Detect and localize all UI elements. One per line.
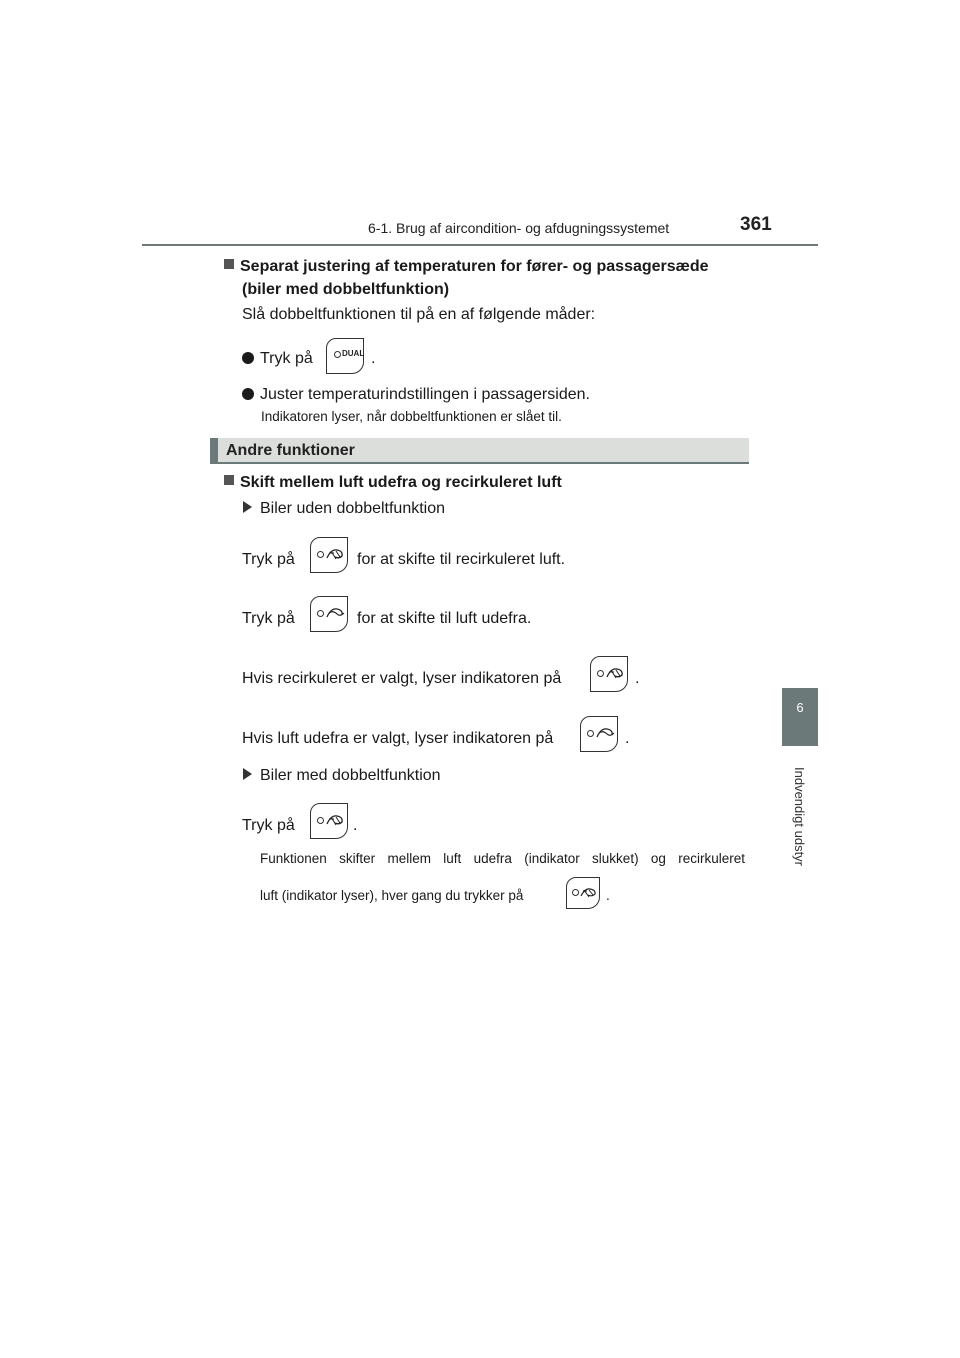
outside-air-icon — [595, 726, 617, 740]
indicator-icon — [317, 551, 324, 558]
instruction-dual-prefix: Tryk på — [242, 817, 295, 834]
section-bar-title: Andre funktioner — [226, 442, 355, 459]
chapter-number: 6 — [796, 700, 804, 715]
header-section-title: 6-1. Brug af aircondition- og afdugningssystemet — [368, 220, 670, 236]
air-note-suffix: . — [606, 888, 610, 903]
recirculate-indicator-button[interactable] — [590, 656, 628, 692]
separate-note: Indikatoren lyser, når dobbeltfunktionen er slået til. — [261, 409, 562, 424]
bullet-text: Juster temperaturindstillingen i passagersiden. — [260, 386, 590, 403]
recirc-indicator-text: Hvis recirkuleret er valgt, lyser indikatoren på — [242, 670, 562, 687]
dual-button[interactable] — [326, 338, 364, 374]
instruction-recirc-suffix: for at skifte til recirkuleret luft. — [357, 551, 566, 568]
air-heading — [224, 471, 562, 495]
indicator-icon — [334, 351, 341, 358]
indicator-icon — [317, 817, 324, 824]
separate-heading — [224, 255, 754, 279]
arrow-icon — [243, 768, 252, 780]
page-number: 361 — [740, 214, 772, 235]
header-divider — [142, 244, 818, 246]
indicator-icon — [587, 730, 594, 737]
indicator-icon — [317, 610, 324, 617]
air-heading-text: Skift mellem luft udefra og recirkuleret luft — [240, 474, 562, 491]
section-bar — [210, 438, 749, 464]
sub-heading-text: Biler uden dobbeltfunktion — [260, 500, 446, 517]
instruction-dual-suffix: . — [353, 817, 358, 834]
bullet-item-passenger — [242, 383, 590, 407]
indicator-icon — [597, 670, 604, 677]
recirculate-air-icon — [325, 813, 347, 827]
instruction-outside-suffix: for at skifte til luft udefra. — [357, 610, 532, 627]
arrow-icon — [243, 501, 252, 513]
recirculate-button-dual[interactable] — [310, 803, 348, 839]
air-note-line1: Funktionen skifter mellem luft udefra (indikator slukket) og recirkuleret — [260, 851, 745, 866]
bullet-icon — [242, 388, 254, 400]
sub-heading-no-dual — [243, 497, 445, 521]
recirc-indicator-suffix: . — [635, 670, 640, 687]
separate-heading-line2: (biler med dobbeltfunktion) — [242, 281, 450, 298]
sub-heading-dual — [243, 764, 441, 788]
sub-heading-text: Biler med dobbeltfunktion — [260, 767, 441, 784]
bullet-item-dual — [242, 347, 313, 371]
bullet-icon — [242, 352, 254, 364]
dual-label: DUAL — [342, 349, 365, 358]
outside-air-button[interactable] — [310, 596, 348, 632]
recirculate-air-icon — [579, 886, 599, 899]
square-bullet-icon — [224, 259, 234, 269]
outside-indicator-button[interactable] — [580, 716, 618, 752]
separate-intro: Slå dobbeltfunktionen til på en af følgende måder: — [242, 306, 596, 323]
square-bullet-icon — [224, 475, 234, 485]
outside-indicator-suffix: . — [625, 730, 630, 747]
recirculate-air-icon — [325, 547, 347, 561]
recirculate-button-small[interactable] — [566, 877, 600, 909]
separate-heading-line1: Separat justering af temperaturen for fører- og passagersæde — [240, 258, 709, 275]
instruction-recirc-prefix: Tryk på — [242, 551, 295, 568]
recirculate-button[interactable] — [310, 537, 348, 573]
outside-indicator-text: Hvis luft udefra er valgt, lyser indikatoren på — [242, 730, 554, 747]
bullet-suffix: . — [371, 350, 376, 367]
chapter-tab — [782, 688, 818, 746]
chapter-label: Indvendigt udstyr — [792, 767, 807, 867]
recirculate-air-icon — [605, 666, 627, 680]
instruction-outside-prefix: Tryk på — [242, 610, 295, 627]
indicator-icon — [572, 889, 579, 896]
air-note-line2: luft (indikator lyser), hver gang du trykker på — [260, 888, 524, 903]
outside-air-icon — [325, 606, 347, 620]
bullet-text: Tryk på — [260, 350, 313, 367]
